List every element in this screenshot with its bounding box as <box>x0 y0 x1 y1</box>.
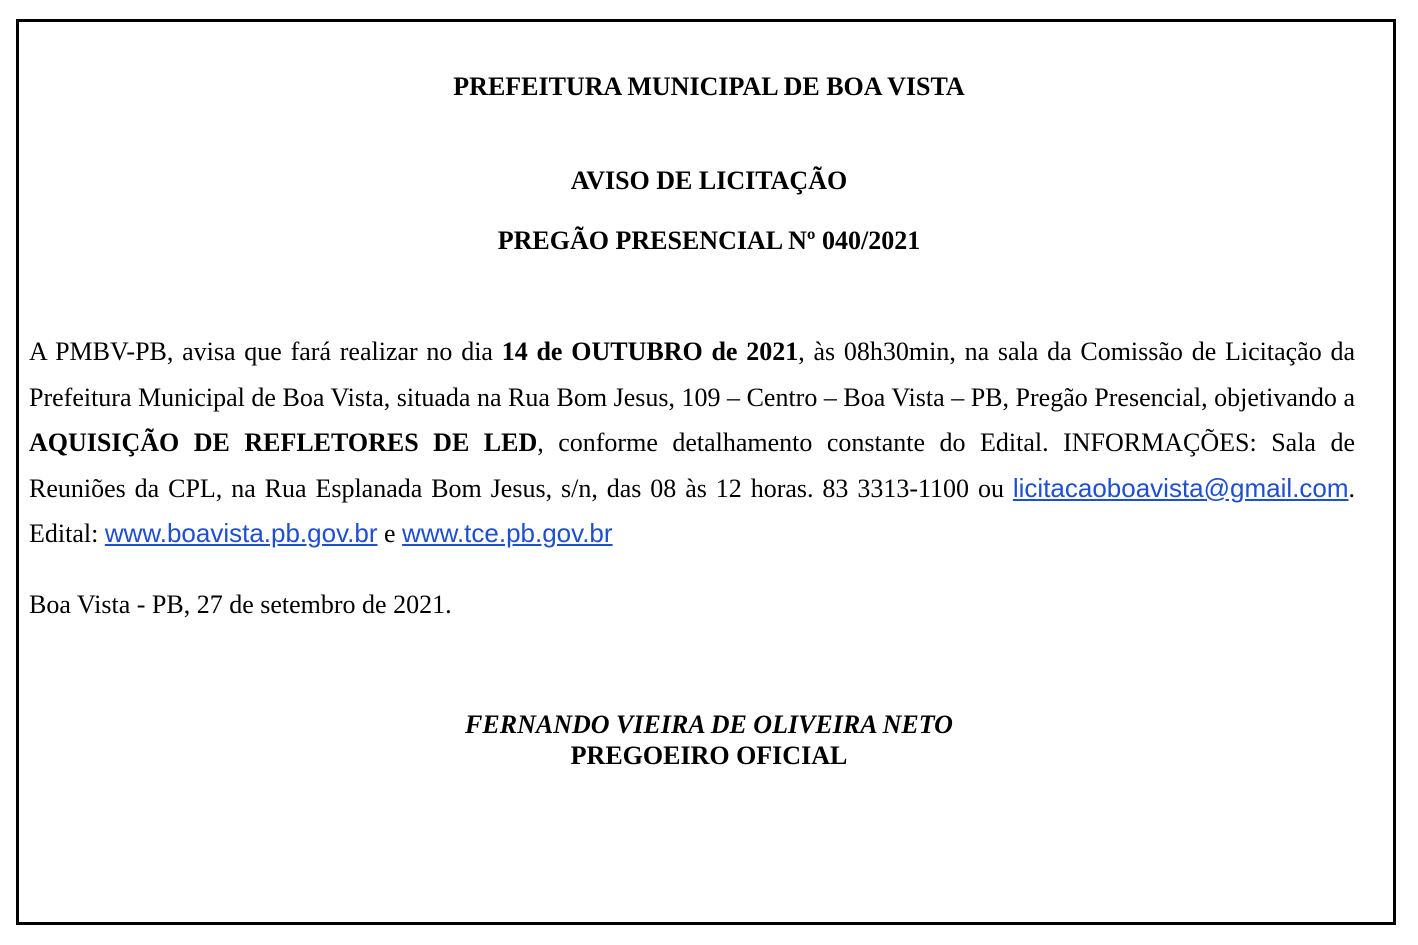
body-text-part4: . Edital: <box>29 473 1355 548</box>
date-line: Boa Vista - PB, 27 de setembro de 2021. <box>29 590 452 619</box>
body-text-part5: e <box>377 519 403 548</box>
email-link[interactable]: licitacaoboavista@gmail.com <box>1012 472 1349 503</box>
body-text-part3: , conforme detalhamento constante do Edital. INFORMAÇÕES: Sala de Reuniões da CPL, na Rua Esplanada Bom Jesus, s/n, das 08 às 12 horas. 83 3313-1100 ou <box>29 428 1355 503</box>
organization-heading: PREFEITURA MUNICIPAL DE BOA VISTA <box>453 72 965 101</box>
process-number: PREGÃO PRESENCIAL Nº 040/2021 <box>497 226 921 255</box>
notice-body <box>29 329 1355 557</box>
auction-date: 14 de OUTUBRO de 2021 <box>501 337 799 366</box>
signatory-role: PREGOEIRO OFICIAL <box>570 741 848 770</box>
notice-title: AVISO DE LICITAÇÃO <box>570 166 848 195</box>
tce-website-link[interactable]: www.tce.pb.gov.br <box>402 518 613 548</box>
body-text-part2: , às 08h30min, na sala da Comissão de Licitação da Prefeitura Municipal de Boa Vista, situada na Rua Bom Jesus, 109 – Centro – Boa Vista – PB, Pregão Presencial, objetivando a <box>29 337 1355 412</box>
signatory-name: FERNANDO VIEIRA DE OLIVEIRA NETO <box>465 710 953 739</box>
procurement-object: AQUISIÇÃO DE REFLETORES DE LED <box>29 428 538 457</box>
body-text-part1: A PMBV-PB, avisa que fará realizar no dia <box>29 337 502 366</box>
boavista-website-link[interactable]: www.boavista.pb.gov.br <box>104 518 378 548</box>
